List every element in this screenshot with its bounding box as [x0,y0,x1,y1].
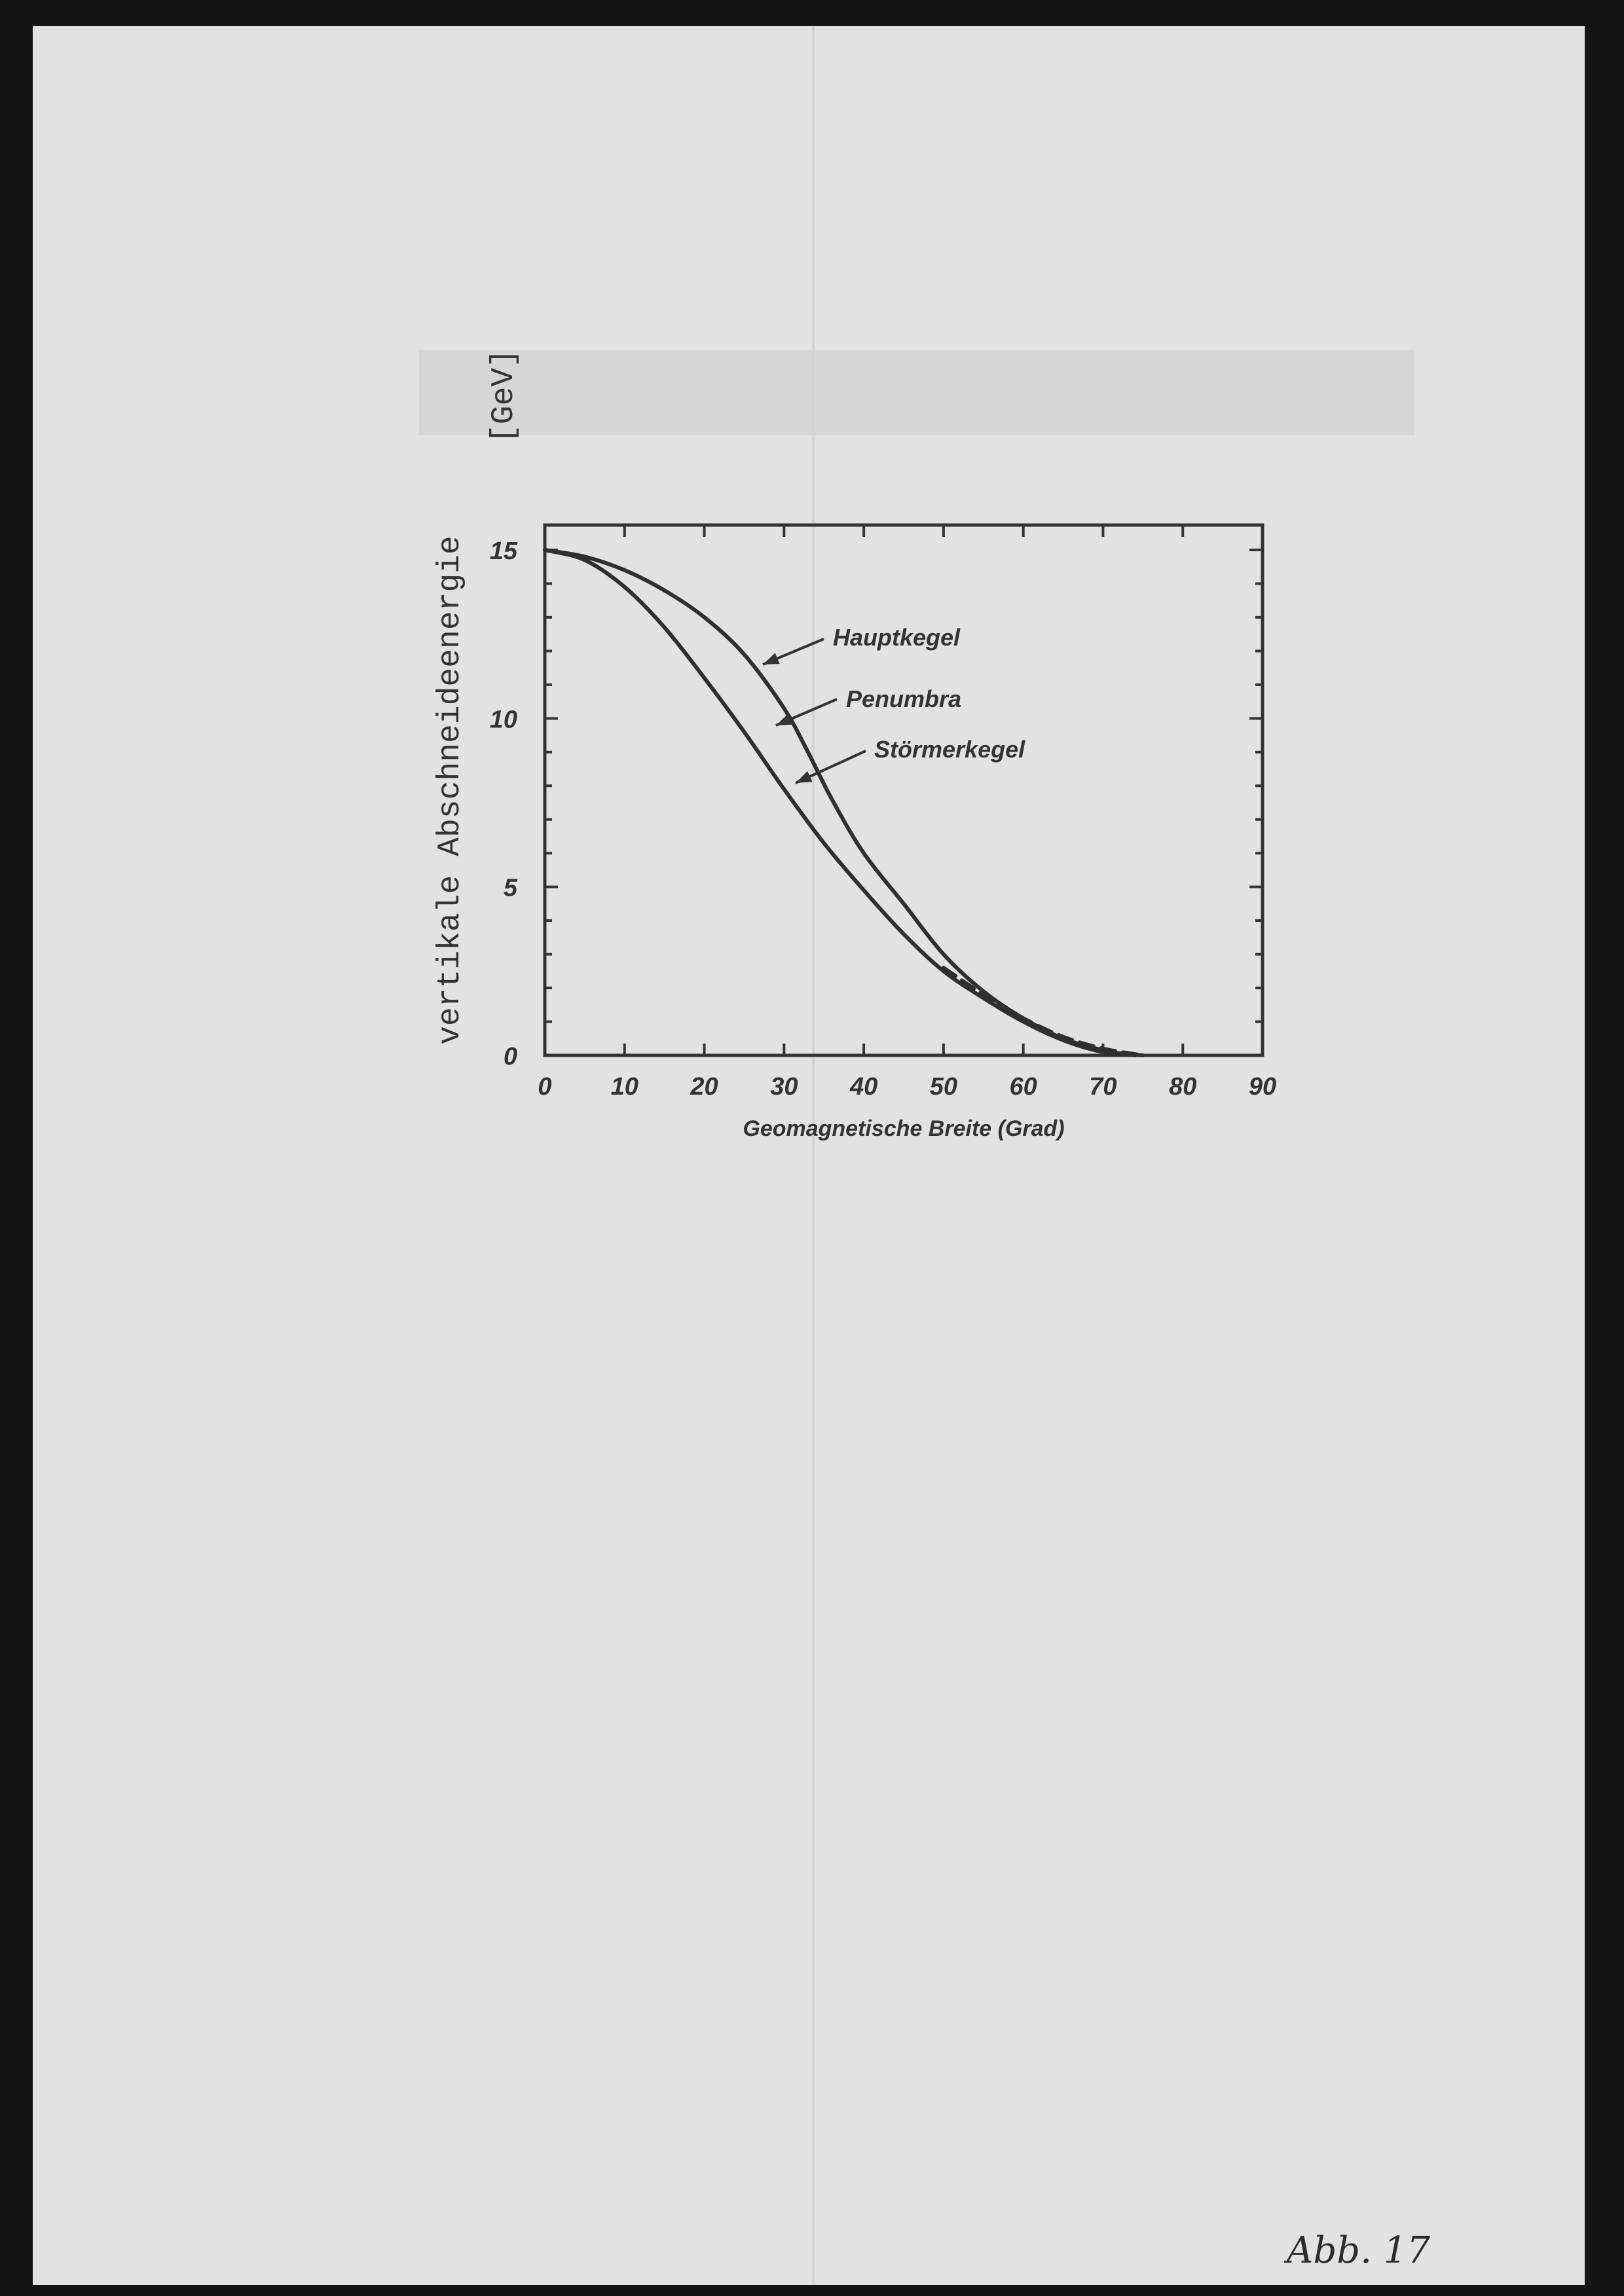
series-label-hauptkegel: Hauptkegel [833,624,961,651]
x-axis-title: Geomagnetische Breite (Grad) [743,1116,1065,1141]
x-tick-label-10: 10 [610,1073,638,1101]
y-axis-title: vertikale Abschneideenergie [433,536,468,1045]
y-axis-ticks [490,538,1263,1070]
pointer-arrowhead-hauptkegel [763,653,780,665]
x-tick-label-50: 50 [929,1073,958,1101]
x-tick-label-20: 20 [690,1073,718,1101]
y-axis-unit: [GeV] [487,348,522,444]
y-tick-label-5: 5 [503,874,517,902]
x-tick-label-70: 70 [1089,1073,1117,1101]
series-label-stoermerkegel: Störmerkegel [874,736,1025,763]
pointer-arrowhead-stoermerkegel [796,771,813,783]
x-tick-label-80: 80 [1169,1073,1197,1101]
y-tick-label-15: 15 [489,538,517,565]
plot-frame [545,525,1263,1055]
y-tick-label-10: 10 [489,706,517,734]
y-tick-label-0: 0 [503,1043,517,1070]
series-labels [763,624,1025,783]
figure-number-handwritten: Abb. 17 [1287,2229,1430,2272]
x-tick-label-40: 40 [849,1073,878,1101]
x-tick-label-60: 60 [1009,1073,1037,1101]
x-tick-label-90: 90 [1248,1073,1277,1101]
x-tick-label-0: 0 [538,1073,552,1101]
series-label-penumbra: Penumbra [846,685,962,712]
x-tick-label-30: 30 [770,1073,798,1101]
